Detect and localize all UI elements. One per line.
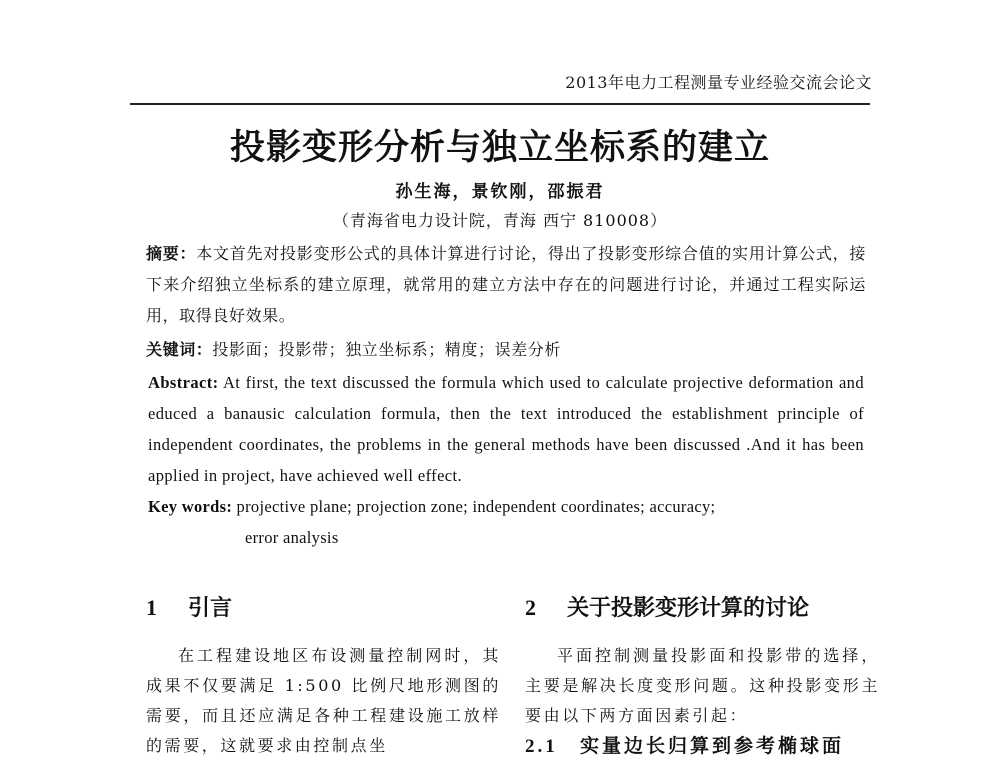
paper-title: 投影变形分析与独立坐标系的建立 [229, 128, 770, 168]
keywords-cn-label: 关键词： [146, 340, 213, 359]
abstract-cn-text: 本文首先对投影变形公式的具体计算进行讨论，得出了投影变形综合值的实用计算公式，接下来介绍独立坐标系的建立原理，就常用的建立方法中存在的问题进行讨论，并通过工程实际运用，取得良好效果。 [146, 244, 866, 325]
section-number: 1 [146, 595, 157, 620]
section-heading-2 [525, 590, 880, 626]
column-left [146, 590, 501, 761]
keywords-cn-text: 投影面；投影带；独立坐标系；精度；误差分析 [212, 340, 562, 359]
section-title: 关于投影变形计算的讨论 [567, 596, 810, 621]
abstract-en-text: At first, the text discussed the formula which used to calculate projective deformation and educed a banausic calculation formula, then the text introduced the establishment principle of independent coordinates, the problems in the general methods have been discussed .And it has been applied in project, have achieved well effect. [148, 373, 864, 485]
section-number: 2 [525, 595, 536, 620]
abstract-cn [146, 238, 866, 331]
section-1-paragraph: 在工程建设地区布设测量控制网时，其成果不仅要满足 1:500 比例尺地形测图的需要，而且还应满足各种工程建设施工放样的需要，这就要求由控制点坐 [146, 646, 501, 755]
keywords-cn [146, 334, 866, 365]
column-right [525, 590, 880, 762]
running-header: 2013年电力工程测量专业经验交流会论文 [565, 73, 872, 92]
section-2-paragraph: 平面控制测量投影面和投影带的选择，主要是解决长度变形问题。这种投影变形主要由以下两方面因素引起： [525, 646, 880, 725]
section-title: 引言 [188, 596, 233, 621]
authors: 孙生海，景钦刚，邵振君 [395, 182, 605, 202]
abstract-en [148, 367, 864, 491]
subsection-title: 实量边长归算到参考椭球面 [580, 735, 845, 757]
keywords-en-label: Key words: [148, 497, 233, 516]
subsection-heading-2-1 [525, 731, 880, 762]
keywords-en [148, 491, 864, 553]
abstract-en-label: Abstract: [148, 373, 219, 392]
header-rule [130, 103, 870, 105]
keywords-en-continuation: error analysis [245, 528, 339, 547]
subsection-number: 2.1 [525, 736, 558, 757]
keywords-en-text: projective plane; projection zone; independent coordinates; accuracy; [232, 497, 716, 516]
section-heading-1 [146, 590, 501, 626]
abstract-cn-label: 摘要： [146, 244, 197, 263]
affiliation: （青海省电力设计院，青海 西宁 810008） [332, 211, 668, 230]
